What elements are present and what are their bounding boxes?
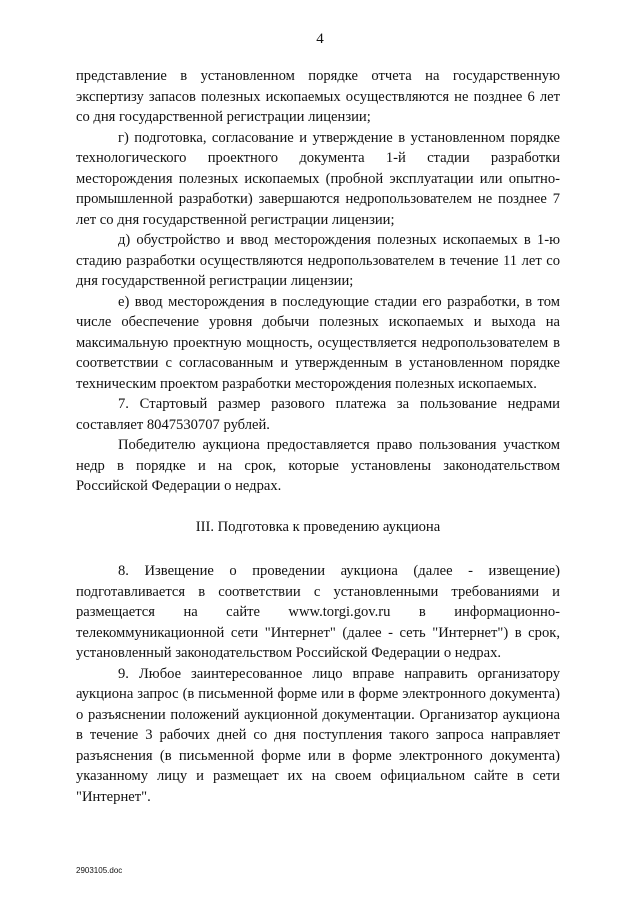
paragraph-9-clarification: 9. Любое заинтересованное лицо вправе направить организатору аукциона запрос (в письменной форме или в форме электронного документа) о разъяснении положений аукционной документации. Организатор аукциона в течение 3 рабочих дней со дня поступления такого запроса направляет разъяснения (в письменной форме или в форме электронного документа) указанному лицу и размещает их на своем официальном сайте в сети "Интернет".	[76, 665, 560, 805]
section-heading: III. Подготовка к проведению аукциона	[195, 518, 441, 535]
paragraph-8-notice: 8. Извещение о проведении аукциона (далее - извещение) подготавливается в соответствии с установленными требованиями и размещается на сайте www.torgi.gov.ru в информационно-телекоммуникационной сети "Интернет" (далее - сеть "Интернет") в срок, установленный законодательством Российской Федерации о недрах.	[76, 563, 560, 661]
page-number: 4	[316, 31, 324, 47]
footer-filename: 2903105.doc	[76, 866, 123, 875]
paragraph-winner-rights: Победителю аукциона предоставляется право пользования участком недр в порядке и на срок, которые установлены законодательством Российской Федерации о недрах.	[76, 437, 560, 494]
paragraph-continuation: представление в установленном порядке отчета на государственную экспертизу запасов полезных ископаемых осуществляются не позднее 6 лет со дня государственной регистрации лицензии;	[76, 68, 560, 125]
paragraph-item-g: г) подготовка, согласование и утверждение в установленном порядке технологического проектного документа 1-й стадии разработки месторождения полезных ископаемых (пробной эксплуатации или опытно-промышленной разработки) завершаются недропользователем не позднее 7 лет со дня государственной регистрации лицензии;	[76, 129, 560, 228]
paragraph-item-e: е) ввод месторождения в последующие стадии его разработки, в том числе обеспечение уровня добычи полезных ископаемых и выхода на максимальную проектную мощность, осуществляется недропользователем в соответствии с согласованным и утвержденным в установленном порядке техническим проектом разработки месторождения полезных ископаемых.	[76, 293, 560, 392]
document-body	[76, 66, 560, 807]
paragraph-item-d: д) обустройство и ввод месторождения полезных ископаемых в 1-ю стадию разработки осуществляются недропользователем в течение 11 лет со дня государственной регистрации лицензии;	[76, 232, 560, 289]
paragraph-7-starting-payment: 7. Стартовый размер разового платежа за пользование недрами составляет 8047530707 рублей.	[76, 396, 560, 433]
